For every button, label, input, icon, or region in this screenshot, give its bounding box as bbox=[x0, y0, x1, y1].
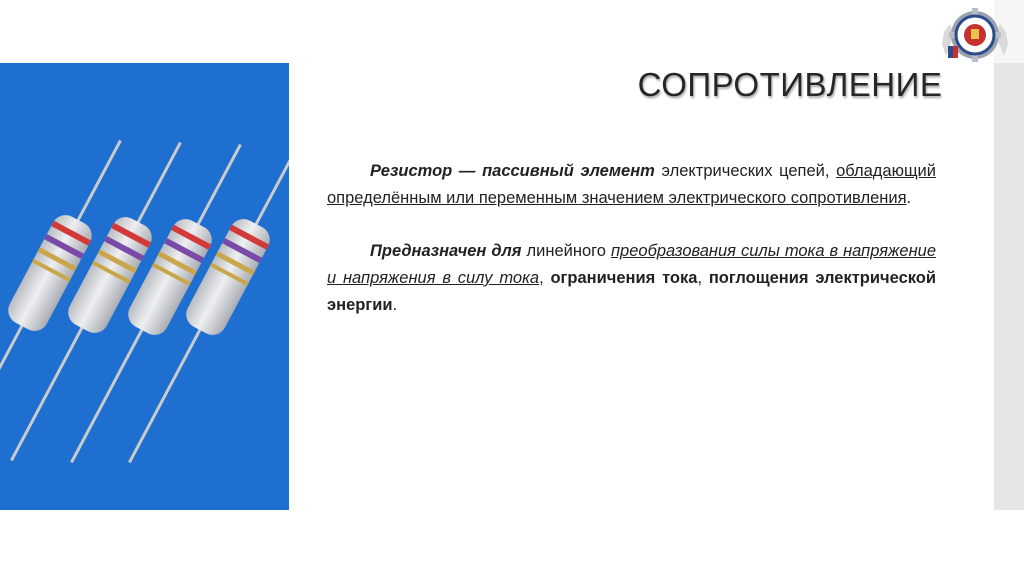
definition-underlined: обладающий определённым или переменным значением электрического сопротивления bbox=[327, 162, 936, 207]
term-resistor: Резистор — пассивный элемент bbox=[370, 162, 655, 180]
paragraph-purpose bbox=[327, 238, 936, 319]
purpose-comma-2: , bbox=[697, 269, 709, 287]
purpose-plain: линейного bbox=[521, 242, 611, 260]
purpose-limit-current: ограничения тока bbox=[550, 269, 698, 287]
purpose-comma: , bbox=[539, 269, 551, 287]
purpose-end: . bbox=[392, 296, 398, 314]
school-emblem-icon bbox=[940, 6, 1010, 66]
paragraph-definition bbox=[327, 158, 936, 212]
resistors-photo bbox=[0, 63, 289, 510]
side-strip bbox=[994, 63, 1024, 510]
slide-title: СОПРОТИВЛЕНИЕ bbox=[637, 66, 943, 103]
slide-body bbox=[327, 158, 936, 319]
purpose-conversion: преобразования силы тока в напряжение и напряжения в силу тока bbox=[327, 242, 936, 287]
purpose-absorb-energy: поглощения электрической энергии bbox=[327, 269, 937, 314]
definition-end: . bbox=[906, 189, 912, 207]
term-purpose: Предназначен для bbox=[370, 242, 522, 260]
definition-plain: электрических цепей, bbox=[654, 162, 837, 180]
